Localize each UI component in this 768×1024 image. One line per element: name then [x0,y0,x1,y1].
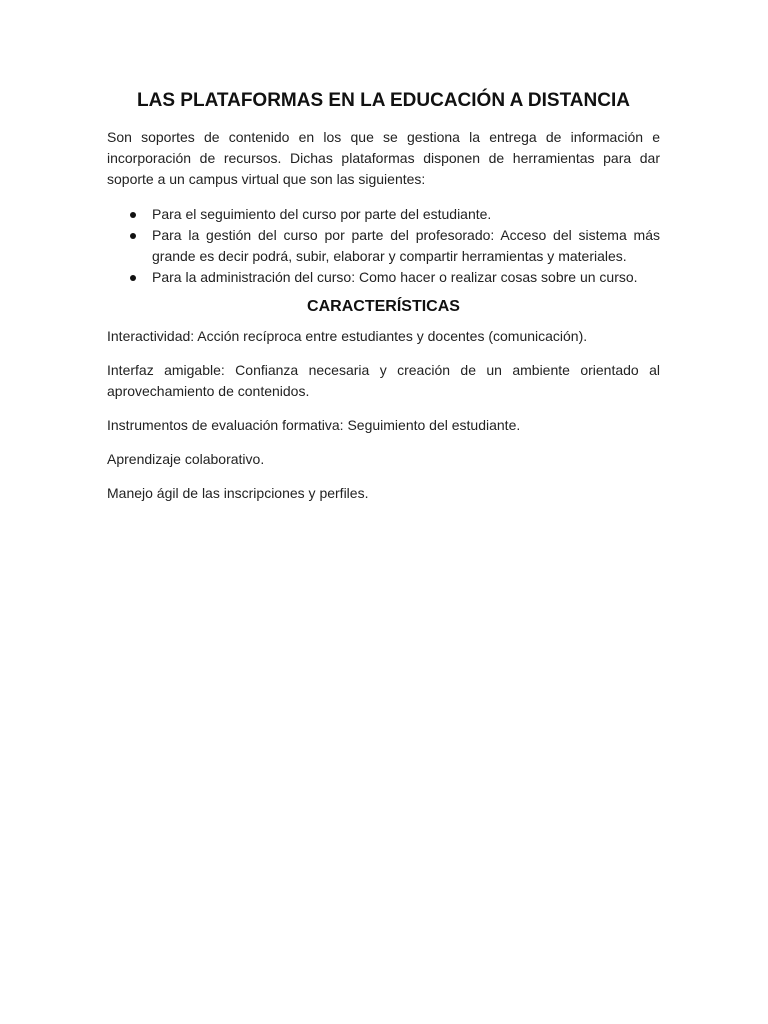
document-title: LAS PLATAFORMAS EN LA EDUCACIÓN A DISTANCIA [137,90,630,111]
document-page [107,90,660,517]
feature-collaborative: Aprendizaje colaborativo. [107,451,265,467]
list-item [107,225,660,267]
feature-interactivity: Interactividad: Acción recíproca entre estudiantes y docentes (comunicación). [107,328,588,344]
platform-tools-list [107,204,660,288]
list-item-text: Para la administración del curso: Como hacer o realizar cosas sobre un curso. [152,269,638,285]
list-item [107,267,660,288]
bullet-icon [130,212,136,218]
bullet-icon [130,233,136,239]
intro-paragraph: Son soportes de contenido en los que se gestiona la entrega de información e incorporación de recursos. Dichas plataformas disponen de herramientas para dar soporte a un campus virtual que son las siguientes: [107,129,660,187]
section-title: CARACTERÍSTICAS [307,298,460,315]
list-item-text: Para la gestión del curso por parte del profesorado: Acceso del sistema más grande es decir podrá, subir, elaborar y compartir herramientas y materiales. [152,227,660,264]
list-item [107,204,660,225]
feature-enrollment: Manejo ágil de las inscripciones y perfiles. [107,485,369,501]
feature-interface: Interfaz amigable: Confianza necesaria y creación de un ambiente orientado al aprovechamiento de contenidos. [107,362,660,399]
bullet-icon [130,275,136,281]
feature-evaluation: Instrumentos de evaluación formativa: Seguimiento del estudiante. [107,417,521,433]
list-item-text: Para el seguimiento del curso por parte del estudiante. [152,206,492,222]
